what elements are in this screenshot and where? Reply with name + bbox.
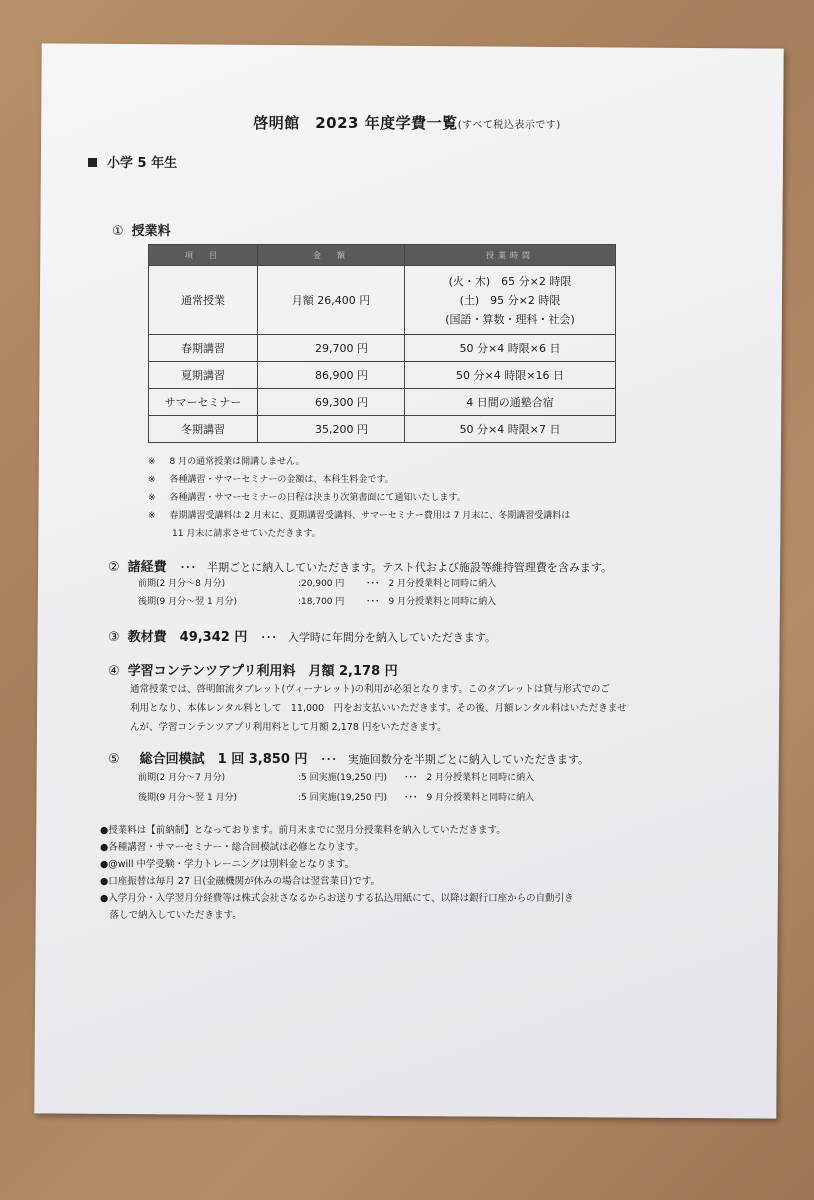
grade-heading: 小学 5 年生 (88, 152, 177, 171)
bullet-line: ●各種講習・サマーセミナー・総合回模試は必修となります。 (100, 842, 364, 853)
note-line: ※ 春期講習受講料は 2 月末に、夏期講習受講料、サマーセミナー費用は 7 月末に、冬期講習受講料は (148, 511, 571, 521)
paragraph-line: 利用となり、本体レンタル料として 11,000 円をお支払いいただきます。その後、月額レンタル料はいただきませ (130, 703, 627, 714)
mock-exam-row: 前期(2 月分～7 月分) :5 回実施(19,250 円) ･･･ 2 月分授業料と同時に納入 (138, 773, 535, 783)
table-row (149, 389, 616, 416)
mock-exam-row: 後期(9 月分～翌 1 月分) :5 回実施(19,250 円) ･･･ 9 月分授業料と同時に納入 (138, 793, 535, 803)
section-materials-heading: ③ 教材費 49,342 円 ･･･ 入学時に年間分を納入していただきます。 (108, 630, 496, 645)
schedule-line: (国語・算数・理科・社会) (445, 312, 575, 326)
bullet-notes (100, 822, 680, 924)
row-amount: 29,700 円 (258, 335, 405, 362)
bullet-line: ●口座振替は毎月 27 日(金融機関が休みの場合は翌営業日)です。 (100, 876, 381, 887)
header-schedule: 授業時間 (405, 245, 616, 266)
row-name: 夏期講習 (149, 362, 258, 389)
app-description (130, 680, 670, 737)
row-schedule: 50 分×4 時限×6 日 (405, 335, 616, 362)
row-schedule: 4 日間の通塾合宿 (405, 389, 616, 416)
expenses-row: 前期(2 月分～8 月分) :20,900 円 ･･･ 2 月分授業料と同時に納入 (138, 579, 497, 589)
note-line: 11 月末に請求させていただきます。 (172, 529, 321, 539)
page-title: 啓明館 2023 年度学費一覧(すべて税込表示です) (253, 114, 561, 132)
row-name: 通常授業 (149, 266, 258, 335)
row-schedule: 50 分×4 時限×7 日 (405, 416, 616, 443)
note-line: ※ 各種講習・サマーセミナーの金額は、本科生料金です。 (148, 475, 394, 485)
row-name: 冬期講習 (149, 416, 258, 443)
bullet-line: 落しで納入していただきます。 (100, 910, 242, 921)
paragraph-line: んが、学習コンテンツアプリ利用料として月額 2,178 円をいただきます。 (130, 722, 447, 733)
note-line: ※ 各種講習・サマーセミナーの日程は決まり次第書面にて通知いたします。 (148, 493, 466, 503)
title-note: (すべて税込表示です) (457, 120, 561, 131)
row-amount: 69,300 円 (258, 389, 405, 416)
bullet-line: ●入学月分・入学翌月分経費等は株式会社さなるからお送りする払込用紙にて、以降は銀行口座からの自動引き (100, 893, 574, 904)
row-amount: 35,200 円 (258, 416, 405, 443)
header-amount: 金 額 (258, 245, 405, 266)
row-schedule (405, 266, 616, 335)
row-amount: 86,900 円 (258, 362, 405, 389)
row-schedule: 50 分×4 時限×16 日 (405, 362, 616, 389)
section-tuition-heading: ① 授業料 (112, 224, 171, 239)
section-expenses-heading: ② 諸経費 ･･･ 半期ごとに納入していただきます。テスト代および施設等維持管理費を含みます。 (108, 560, 612, 575)
bullet-line: ●@will 中学受験・学力トレーニングは別料金となります。 (100, 859, 355, 870)
table-row (149, 266, 616, 335)
header-item: 項 目 (149, 245, 258, 266)
schedule-line: (土) 95 分×2 時限 (459, 293, 561, 307)
expenses-row: 後期(9 月分～翌 1 月分) :18,700 円 ･･･ 9 月分授業料と同時に納入 (138, 597, 497, 607)
bullet-line: ●授業料は【前納制】となっております。前月末までに翌月分授業料を納入していただきます。 (100, 825, 506, 836)
table-row (149, 416, 616, 443)
square-bullet-icon (88, 158, 97, 167)
section-app-heading: ④ 学習コンテンツアプリ利用料 月額 2,178 円 (108, 664, 398, 679)
note-line: ※ 8 月の通常授業は開講しません。 (148, 457, 305, 467)
schedule-line: (火・木) 65 分×2 時限 (448, 274, 572, 288)
table-header-row (149, 245, 616, 266)
row-name: 春期講習 (149, 335, 258, 362)
table-row (149, 362, 616, 389)
row-name: サマーセミナー (149, 389, 258, 416)
tuition-table (148, 244, 616, 443)
section-mock-exam-heading: ⑤ 総合回模試 1 回 3,850 円 ･･･ 実施回数分を半期ごとに納入していただきます。 (108, 752, 590, 767)
paragraph-line: 通常授業では、啓明館流タブレット(ヴィーナレット)の利用が必須となります。このタブレットは貸与形式でのご (130, 684, 610, 695)
table-row (149, 335, 616, 362)
row-amount: 月額 26,400 円 (258, 266, 405, 335)
